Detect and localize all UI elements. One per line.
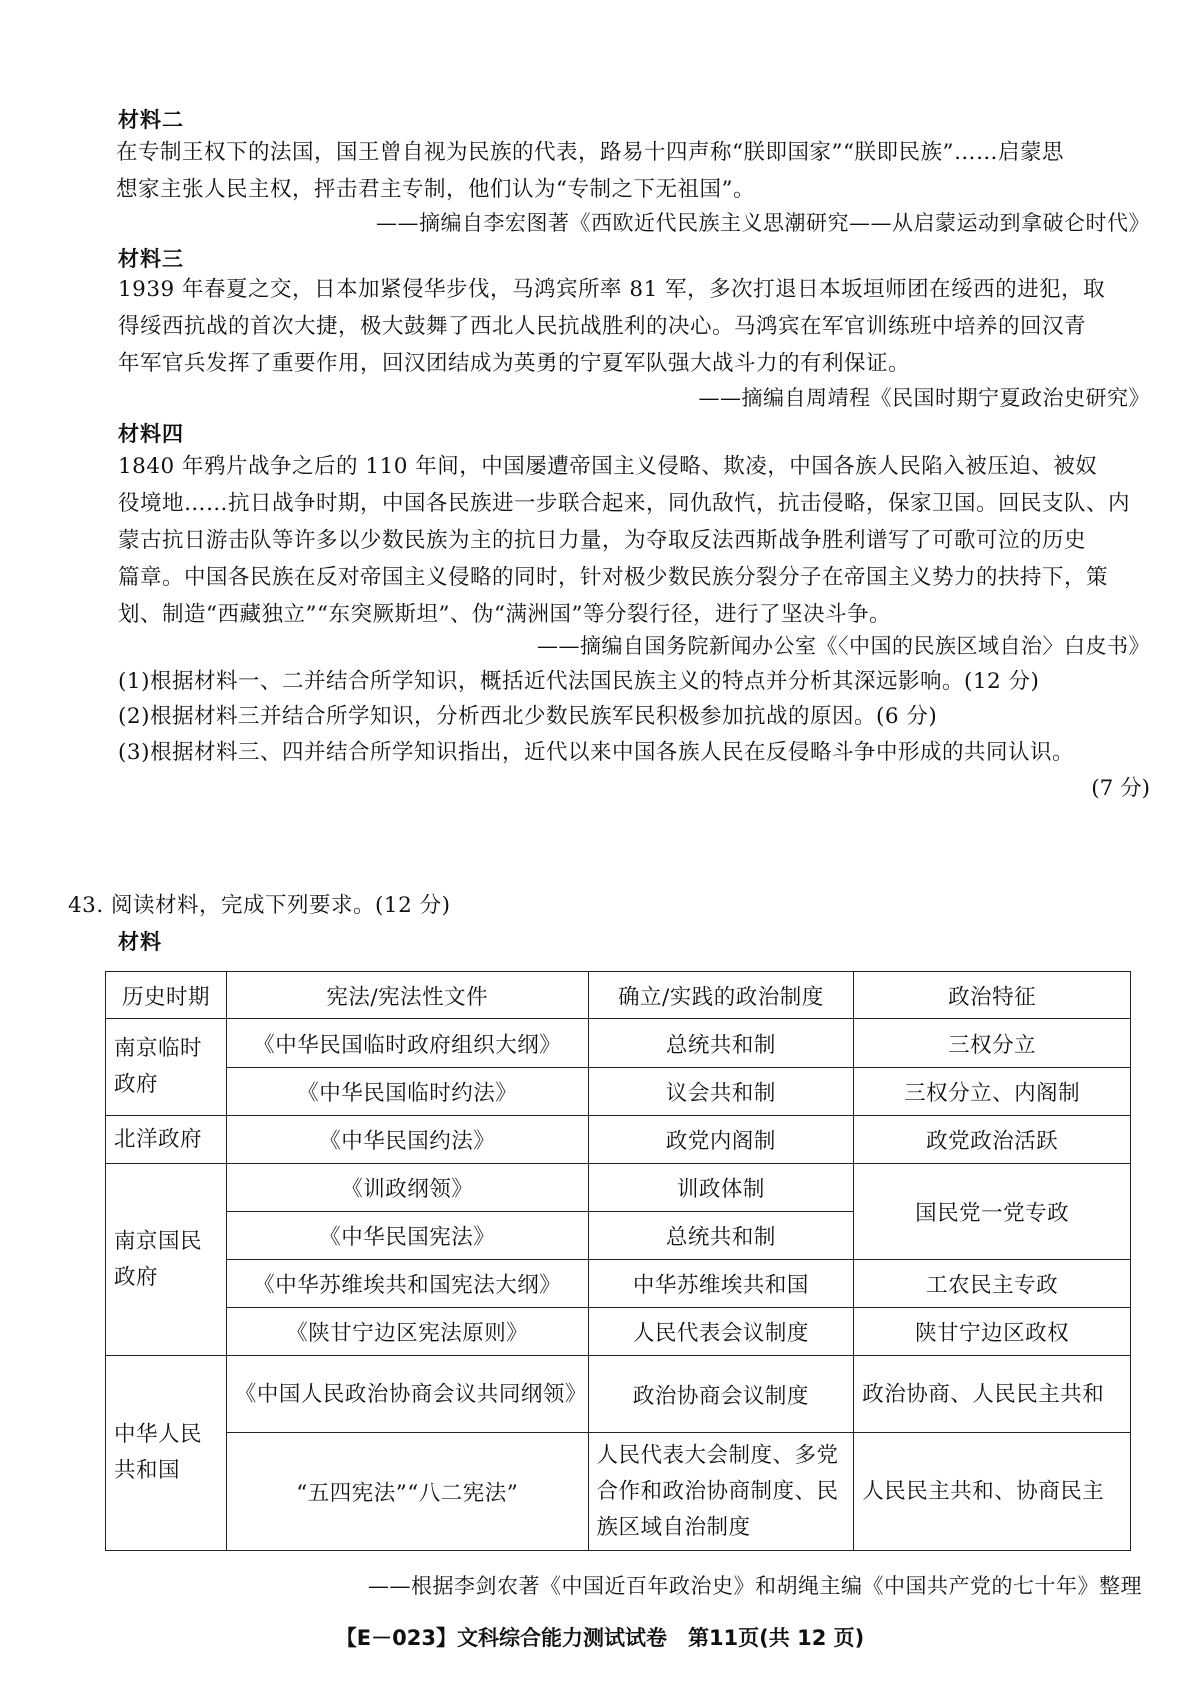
table-row xyxy=(106,1260,1131,1308)
material2-source: ——摘编自李宏图著《西欧近代民族主义思潮研究——从启蒙运动到拿破仑时代》 xyxy=(376,211,1150,235)
table-cell: 《中国人民政治协商会议共同纲领》 xyxy=(226,1356,588,1433)
header-system: 确立/实践的政治制度 xyxy=(588,972,854,1019)
table-cell: 政党内阁制 xyxy=(588,1116,854,1164)
question-3: (3)根据材料三、四并结合所学知识指出，近代以来中国各族人民在反侵略斗争中形成的共同认识。 xyxy=(118,740,1074,765)
header-constitution: 宪法/宪法性文件 xyxy=(226,972,588,1019)
period-prc: 中华人民共和国 xyxy=(106,1356,227,1551)
header-feature: 政治特征 xyxy=(854,972,1131,1019)
table-row xyxy=(106,1433,1131,1551)
table-row xyxy=(106,1019,1131,1068)
period-beiyang: 北洋政府 xyxy=(106,1116,227,1164)
period-nanjing-provisional: 南京临时政府 xyxy=(106,1019,227,1116)
table-cell: 三权分立 xyxy=(854,1019,1131,1068)
table-cell: 国民党一党专政 xyxy=(854,1164,1131,1260)
table-cell: 《中华民国约法》 xyxy=(226,1116,588,1164)
q43-material-heading: 材料 xyxy=(118,930,162,954)
table-cell: 人民代表会议制度 xyxy=(588,1308,854,1356)
material2-line2: 想家主张人民主权，抨击君主专制，他们认为“专制之下无祖国”。 xyxy=(116,177,755,202)
table-row xyxy=(106,1164,1131,1212)
question-1: (1)根据材料一、二并结合所学知识，概括近代法国民族主义的特点并分析其深远影响。(12 分) xyxy=(118,669,1040,694)
table-cell: “五四宪法”“八二宪法” xyxy=(226,1433,588,1551)
table-cell: 政治协商会议制度 xyxy=(588,1356,854,1433)
header-period: 历史时期 xyxy=(106,972,227,1019)
table-cell: 《中华苏维埃共和国宪法大纲》 xyxy=(226,1260,588,1308)
table-cell: 三权分立、内阁制 xyxy=(854,1068,1131,1116)
table-row xyxy=(106,1116,1131,1164)
material4-line2: 役境地……抗日战争时期，中国各民族进一步联合起来，同仇敌忾，抗击侵略，保家卫国。回民支队、内 xyxy=(118,491,1131,516)
material3-line1: 1939 年春夏之交，日本加紧侵华步伐，马鸿宾所率 81 军，多次打退日本坂垣师团在绥西的进犯，取 xyxy=(118,277,1106,302)
material3-line2: 得绥西抗战的首次大捷，极大鼓舞了西北人民抗战胜利的决心。马鸿宾在军官训练班中培养的回汉青 xyxy=(118,314,1087,339)
table-header-row xyxy=(106,972,1131,1019)
material4-line1: 1840 年鸦片战争之后的 110 年间，中国屡遭帝国主义侵略、欺凌，中国各族人民陷入被压迫、被奴 xyxy=(118,454,1098,479)
material4-heading: 材料四 xyxy=(118,422,184,446)
table-cell: 训政体制 xyxy=(588,1164,854,1212)
table-cell: 议会共和制 xyxy=(588,1068,854,1116)
material3-source: ——摘编自周靖程《民国时期宁夏政治史研究》 xyxy=(698,386,1150,410)
table-cell: 《中华民国宪法》 xyxy=(226,1212,588,1260)
material2-heading: 材料二 xyxy=(118,108,184,132)
material2-line1: 在专制王权下的法国，国王曾自视为民族的代表，路易十四声称“朕即国家”“朕即民族”……启蒙思 xyxy=(116,140,1064,165)
material4-text xyxy=(118,448,1138,633)
table-cell: 总统共和制 xyxy=(588,1212,854,1260)
table-cell: 陕甘宁边区政权 xyxy=(854,1308,1131,1356)
table-cell: 《中华民国临时约法》 xyxy=(226,1068,588,1116)
table-cell: 《训政纲领》 xyxy=(226,1164,588,1212)
table-row xyxy=(106,1068,1131,1116)
table-cell: 政党政治活跃 xyxy=(854,1116,1131,1164)
table-row xyxy=(106,1356,1131,1433)
q43-title: 43. 阅读材料，完成下列要求。(12 分) xyxy=(68,893,451,918)
material4-line5: 划、制造“西藏独立”“东突厥斯坦”、伪“满洲国”等分裂行径，进行了坚决斗争。 xyxy=(118,602,891,627)
q43-source: ——根据李剑农著《中国近百年政治史》和胡绳主编《中国共产党的七十年》整理 xyxy=(368,1574,1142,1598)
material4-line4: 篇章。中国各民族在反对帝国主义侵略的同时，针对极少数民族分裂分子在帝国主义势力的扶持下，策 xyxy=(118,565,1109,590)
political-system-table xyxy=(105,971,1131,1551)
table-cell: 总统共和制 xyxy=(588,1019,854,1068)
table-cell: 政治协商、人民民主共和 xyxy=(854,1356,1131,1433)
table-cell: 工农民主专政 xyxy=(854,1260,1131,1308)
material3-heading: 材料三 xyxy=(118,247,184,271)
material4-line3: 蒙古抗日游击队等许多以少数民族为主的抗日力量，为夺取反法西斯战争胜利谱写了可歌可泣的历史 xyxy=(118,528,1087,553)
period-nanjing-national: 南京国民政府 xyxy=(106,1164,227,1356)
material3-text xyxy=(118,271,1138,382)
material4-source: ——摘编自国务院新闻办公室《〈中国的民族区域自治〉白皮书》 xyxy=(537,634,1150,658)
table-row xyxy=(106,1308,1131,1356)
question-3-score: (7 分) xyxy=(1091,776,1150,801)
table-cell: 人民代表大会制度、多党合作和政治协商制度、民族区域自治制度 xyxy=(588,1433,854,1551)
table-cell: 《陕甘宁边区宪法原则》 xyxy=(226,1308,588,1356)
page-footer: 【E－023】文科综合能力测试试卷 第11页(共 12 页) xyxy=(335,1626,865,1650)
question-2: (2)根据材料三并结合所学知识，分析西北少数民族军民积极参加抗战的原因。(6 分) xyxy=(118,704,938,729)
table-cell: 人民民主共和、协商民主 xyxy=(854,1433,1131,1551)
table-cell: 中华苏维埃共和国 xyxy=(588,1260,854,1308)
table-cell: 《中华民国临时政府组织大纲》 xyxy=(226,1019,588,1068)
material3-line3: 年军官兵发挥了重要作用，回汉团结成为英勇的宁夏军队强大战斗力的有利保证。 xyxy=(118,351,911,376)
material2-text xyxy=(118,134,1138,208)
